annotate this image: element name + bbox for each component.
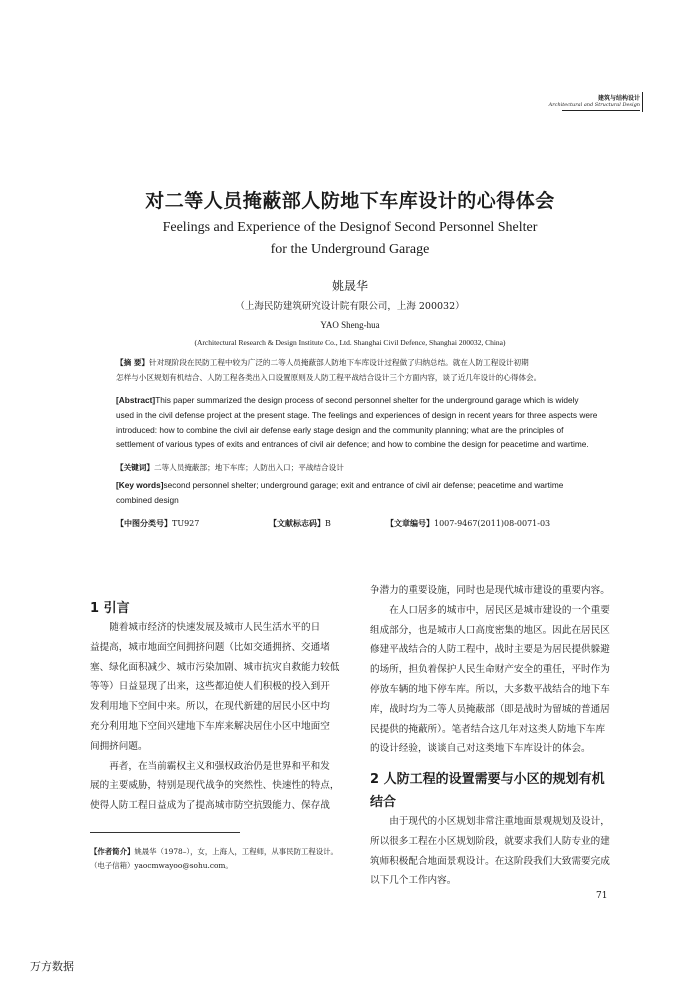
section2-body (370, 812, 632, 891)
article-no-label: 【文章编号】 (386, 518, 434, 528)
s2-p-l1: 由于现代的小区规划非常注重地面景观规划及设计， (389, 816, 610, 827)
author-name-en: YAO Sheng-hua (320, 320, 380, 330)
s1-p2-l1: 再者，在当前霸权主义和强权政治仍是世界和平和发 (109, 760, 330, 772)
s1-p1-l7: 间拥挤问题。 (90, 740, 148, 752)
rc-p-l4: 的场所，担负着保护人民生命财产安全的重任，平时作为 (370, 664, 610, 676)
s2-p-l4: 以下几个工作内容。 (370, 875, 457, 887)
rc-p-l5: 停放车辆的地下停车库。所以，大多数平战结合的地下车 (370, 683, 610, 695)
section1-heading: 1 引言 (90, 601, 130, 616)
clc-value: TU927 (172, 519, 200, 528)
journal-name-en: Architectural and Structural Design (548, 102, 640, 108)
rc-p-l3: 修建平战结合的人防工程中，战时主要是为居民提供躲避 (370, 644, 610, 656)
s1-p2-l3: 使得人防工程日益成为了提高城市防空抗毁能力、保存战 (90, 800, 330, 812)
keywords-cn-text: 二等人员掩蔽部；地下车库；人防出入口；平战结合设计 (153, 463, 344, 472)
right-column-body (370, 581, 632, 759)
footnote-label: 【作者简介】 (90, 847, 135, 856)
header-vertical-rule (642, 92, 643, 112)
section2-heading-line2: 结合 (370, 795, 397, 810)
abstract-cn-line1: 针对现阶段在民防工程中较为广泛的二等人员掩蔽部人防地下车库设计过程做了归纳总结。就在人防工程设计初期 (149, 358, 529, 367)
s1-p1-l3: 塞、绿化面积减少、城市污染加剧、城市抗灾自救能力较低 (90, 661, 340, 673)
clc-label: 【中图分类号】 (116, 518, 172, 528)
s1-p2-l2: 展的主要威胁，特别是现代战争的突然性、快速性的特点， (90, 780, 340, 792)
keywords-en (116, 478, 610, 508)
s2-p-l2: 所以很多工程在小区规划阶段，就要求我们人防专业的建 (370, 835, 610, 847)
footer-brand: 万方数据 (30, 960, 74, 973)
header-rule (562, 110, 640, 111)
abstract-en-line3: introduced: how to combine the civil air defense early stage design and the community planning; what are the principles of (116, 424, 564, 435)
rc-p-l2: 组成部分，也是城市人口高度密集的地区。因此在居民区 (370, 624, 610, 636)
keywords-en-label: [Key words] (116, 480, 164, 490)
abstract-en-line4: settlement of various types of exits and entrances of civil air defence; and how to combine the design for peacetime and wartime. (116, 439, 589, 450)
abstract-en-line2: used in the civil defense project at the present stage. The feelings and experiences of design in recent years for three aspects were (116, 409, 598, 420)
article-no-value: 1007-9467(2011)08-0071-03 (434, 519, 551, 528)
journal-name-cn: 建筑与结构设计 (597, 95, 640, 102)
s1-p1-l1: 随着城市经济的快速发展及城市人民生活水平的日 (109, 622, 321, 633)
keywords-cn-label: 【关键词】 (116, 463, 154, 472)
footnote-line2: （电子信箱）yaocmwayoo@sohu.com。 (90, 861, 233, 870)
abstract-en (116, 393, 610, 452)
s1-p1-l5: 发利用地下空间中来。所以，在现代新建的居民小区中均 (90, 701, 330, 713)
footnote-rule (90, 832, 240, 833)
affiliation-cn: （上海民防建筑研究设计院有限公司，上海 200032） (235, 301, 465, 312)
footnote-line1: 姚晟华（1978–），女，上海人，工程师，从事民防工程设计。 (134, 847, 338, 856)
left-column-body (90, 618, 352, 816)
s1-p1-l4: 等等）日益显现了出来，这些都迫使人们积极的投入到开 (90, 681, 330, 693)
abstract-en-line1: This paper summarized the design process of second personnel shelter for the underground garage which is widely (155, 395, 579, 405)
page-number: 71 (596, 891, 608, 901)
keywords-en-line1: second personnel shelter; underground garage; exit and entrance of civil air defense; peacetime and wartime (163, 480, 564, 490)
author-footnote (90, 845, 350, 873)
paper-title-en-line1: Feelings and Experience of the Designof Second Personnel Shelter (162, 220, 538, 235)
rc-p-l8: 的设计经验，谈谈自己对这类地下车库设计的体会。 (370, 743, 591, 755)
abstract-cn-line2: 怎样与小区规划有机结合、人防工程各类出入口设置原则及人防工程平战结合设计三个方面内容，谈了近几年设计的心得体会。 (116, 373, 542, 382)
abstract-en-label: [Abstract] (116, 395, 156, 405)
section2-heading-line1: 2 人防工程的设置需要与小区的规划有机 (370, 772, 605, 787)
s2-p-l3: 筑师积极配合地面景观设计。在这阶段我们大致需要完成 (370, 855, 610, 867)
keywords-en-line2: combined design (116, 494, 179, 505)
abstract-cn-label: 【摘 要】 (116, 358, 150, 367)
rc-p-l7: 民提供的掩蔽所）。笔者结合这几年对这类人防地下车库 (370, 723, 606, 735)
affiliation-en: (Architectural Research & Design Institute Co., Ltd. Shanghai Civil Defence, Shanghai 200032, China) (194, 338, 506, 347)
author-name-cn: 姚晟华 (331, 279, 368, 293)
doc-code-label: 【文献标志码】 (269, 518, 325, 528)
rc-line0: 争潜力的重要设施，同时也是现代城市建设的重要内容。 (370, 585, 610, 596)
paper-title-cn: 对二等人员掩蔽部人防地下车库设计的心得体会 (145, 190, 555, 212)
keywords-cn (116, 460, 610, 475)
s1-p1-l6: 充分利用地下空间兴建地下车库来解决居住小区中地面空 (90, 720, 330, 732)
doc-code-value: B (325, 519, 331, 528)
rc-p-l6: 库，战时均为二等人员掩蔽部（即是战时为留城的普通居 (370, 703, 610, 715)
abstract-cn (116, 355, 610, 385)
s1-p1-l2: 益提高，城市地面空间拥挤问题（比如交通拥挤、交通堵 (90, 641, 330, 653)
paper-title-en-line2: for the Underground Garage (270, 242, 430, 257)
rc-p-l1: 在人口居多的城市中，居民区是城市建设的一个重要 (389, 604, 610, 616)
